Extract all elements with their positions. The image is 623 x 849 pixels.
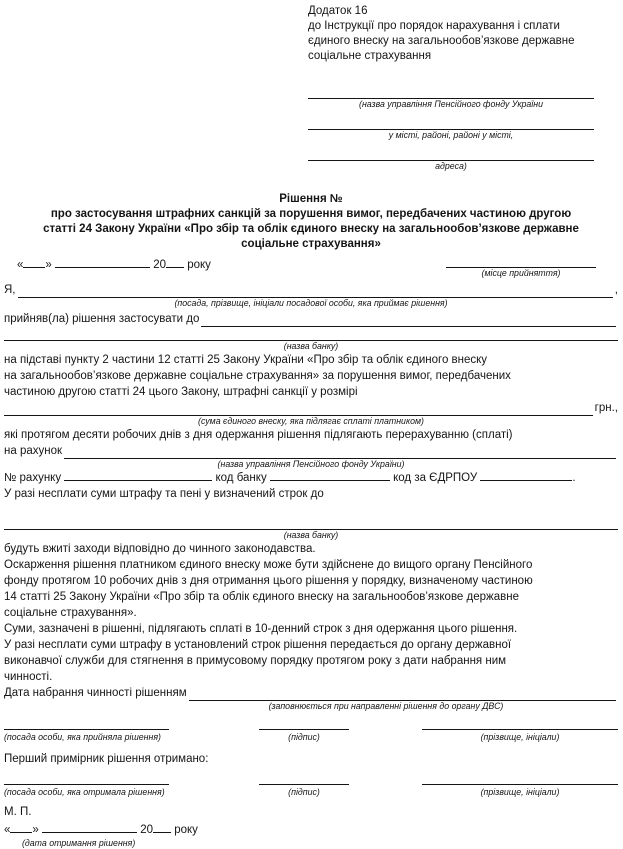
name-field <box>422 727 618 743</box>
fine-amount-row <box>4 400 618 416</box>
requisites-row <box>4 470 618 486</box>
account-blank <box>64 447 616 459</box>
account-no-blank <box>64 470 212 481</box>
quote-open: « <box>17 259 24 271</box>
sign-blank-2 <box>259 782 349 785</box>
org-address-field <box>308 150 594 172</box>
acceptance-date <box>4 257 211 279</box>
form-subtitle-line: соціальне страхування» <box>241 238 381 250</box>
declarant-caption: (посада, прізвище, ініціали посадової особи, яка приймає рішення) <box>174 298 448 308</box>
name-field-2 <box>422 782 618 798</box>
org-address-blank <box>308 150 594 161</box>
appendix-line: єдиного внеску на загальнообов’язкове державне <box>308 35 575 47</box>
received-heading: Перший примірник рішення отримано: <box>4 753 209 765</box>
account-caption: (назва управління Пенсійного фонду України) <box>217 459 405 469</box>
name-caption-2: (прізвище, ініціали) <box>480 787 560 797</box>
org-locality-blank <box>308 119 594 130</box>
sign-field-2 <box>259 782 349 798</box>
enforcement-line: виконавчої служби для стягнення в примусовому порядку протягом року з дати набрання ним <box>4 655 507 667</box>
bank-code-label: код банку <box>215 472 267 484</box>
day-blank <box>23 257 45 268</box>
receive-date-row <box>4 822 618 838</box>
year-word: року <box>187 259 211 271</box>
appeal-line: Оскарження рішення платником єдиного внеску може бути здійснене до вищого органу Пенсійного <box>4 559 533 571</box>
name-caption: (прізвище, ініціали) <box>480 732 560 742</box>
quote-close: » <box>32 824 39 836</box>
org-name-caption: (назва управління Пенсійного фонду України <box>359 99 543 109</box>
signature-row-received <box>4 782 618 798</box>
name-blank-2 <box>422 782 618 785</box>
account-row <box>4 443 618 459</box>
month-blank <box>55 257 150 268</box>
year-prefix: 20 <box>140 824 154 836</box>
appendix-header <box>308 4 618 64</box>
form-title: Рішення № <box>279 193 343 205</box>
effective-date-caption: (заповнюється при направленні рішення до органу ДВС) <box>268 701 504 711</box>
month-blank <box>42 822 137 833</box>
form-subtitle-line: про застосування штрафних санкцій за порушення вимог, передбачених частиною другою <box>50 208 572 220</box>
sums-line: Суми, зазначені в рішенні, підлягають сплаті в 10-денний строк з дня одержання цього рішення. <box>4 623 518 635</box>
sign-caption: (підпис) <box>288 732 320 742</box>
basis-line: частиною другою статті 24 цього Закону, штрафні санкції у розмірі <box>4 386 358 398</box>
appendix-line: Додаток 16 <box>308 5 368 17</box>
edrpou-blank <box>480 470 572 481</box>
fine-unit: грн., <box>594 402 618 414</box>
account-label: на рахунок <box>4 445 63 457</box>
acceptance-place-blank <box>446 257 596 268</box>
declarant-suffix: , <box>614 284 618 296</box>
basis-line: на підставі пункту 2 частини 12 статті 25 Закону України «Про збір та облік єдиного внеску <box>4 354 488 366</box>
form-subtitle-line: статті 24 Закону України «Про збір та облік єдиного внеску на загальнообов’язкове державне <box>43 223 579 235</box>
signature-row-decision <box>4 727 618 743</box>
bank-code-blank <box>270 470 390 481</box>
bank-name-blank-2 <box>4 516 618 530</box>
bank-name-blank <box>4 327 618 341</box>
sign-blank <box>259 727 349 730</box>
applied-to-blank <box>201 315 616 327</box>
requisites-period: . <box>572 472 576 484</box>
position-blank <box>4 727 169 730</box>
fine-amount-blank <box>4 404 593 416</box>
appeal-line: фонду протягом 10 робочих днів з дня отримання цього рішення у порядку, визначеному частиною <box>4 575 533 587</box>
year-blank <box>153 822 171 833</box>
position-field-2 <box>4 782 186 798</box>
basis-paragraph <box>4 352 618 400</box>
bank-name-caption-2: (назва банку) <box>283 530 339 540</box>
applied-to-label: прийняв(ла) рішення застосувати до <box>4 313 200 325</box>
org-address-caption: адреса) <box>435 161 467 171</box>
account-no-label: № рахунку <box>4 472 62 484</box>
bank-name-caption: (назва банку) <box>283 341 339 351</box>
acceptance-date-row <box>4 257 618 279</box>
sign-field <box>259 727 349 743</box>
position-field <box>4 727 186 743</box>
edrpou-label: код за ЄДРПОУ <box>393 472 478 484</box>
receive-date-caption: (дата отримання рішення) <box>22 838 136 848</box>
position-caption: (посада особи, яка прийняла рішення) <box>4 732 161 742</box>
basis-line: на загальнообов’язкове державне соціальне страхування» за порушення вимог, передбачених <box>4 370 511 382</box>
appeal-paragraph <box>4 557 618 621</box>
applied-to-row <box>4 311 618 327</box>
fine-amount-caption: (сума єдиного внеску, яка підлягає сплаті платником) <box>198 416 424 426</box>
declarant-blank <box>18 286 613 298</box>
effective-date-row <box>4 685 618 701</box>
enforcement-line: чинності. <box>4 671 53 683</box>
form-title-block <box>4 192 618 252</box>
year-prefix: 20 <box>153 259 167 271</box>
enforcement-paragraph <box>4 637 618 685</box>
quote-close: » <box>45 259 52 271</box>
quote-open: « <box>4 824 11 836</box>
position-blank-2 <box>4 782 169 785</box>
org-name-blank <box>308 88 594 99</box>
org-name-block <box>308 88 594 172</box>
org-locality-caption: у місті, районі, районі у місті, <box>388 130 514 140</box>
appendix-line: до Інструкції про порядок нарахування і сплати <box>308 20 560 32</box>
year-blank <box>166 257 184 268</box>
appeal-line: 14 статті 25 Закону України «Про збір та облік єдиного внеску на загальнообов’язкове державне <box>4 591 519 603</box>
stamp-label: М. П. <box>4 806 32 818</box>
position-caption-2: (посада особи, яка отримала рішення) <box>4 787 165 797</box>
year-word: року <box>174 824 198 836</box>
sign-caption-2: (підпис) <box>288 787 320 797</box>
declarant-row <box>4 282 618 298</box>
acceptance-place-field <box>446 257 596 279</box>
declarant-prefix: Я, <box>4 284 16 296</box>
transfer-line: які протягом десяти робочих днів з дня одержання рішення підлягають перерахуванню (сплаті) <box>4 429 513 441</box>
org-name-field <box>308 88 594 110</box>
effective-date-label: Дата набрання чинності рішенням <box>4 687 187 699</box>
org-locality-field <box>308 119 594 141</box>
name-blank <box>422 727 618 730</box>
appeal-line: соціальне страхування». <box>4 607 137 619</box>
appendix-line: соціальне страхування <box>308 50 432 62</box>
day-blank <box>10 822 32 833</box>
enforcement-line: У разі несплати суми штрафу в установлений строк рішення передається до органу державної <box>4 639 512 651</box>
nonpayment-line: У разі несплати суми штрафу та пені у визначений строк до <box>4 488 324 500</box>
measures-line: будуть вжиті заходи відповідно до чинного законодавства. <box>4 543 316 555</box>
acceptance-place-caption: (місце прийняття) <box>481 268 561 278</box>
effective-date-blank <box>189 689 616 701</box>
